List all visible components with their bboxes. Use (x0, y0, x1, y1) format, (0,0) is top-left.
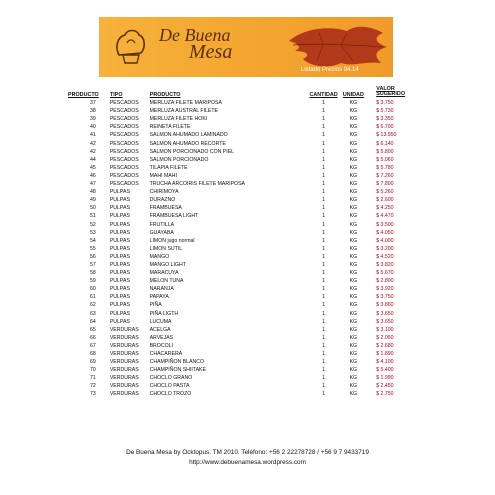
cell-num: 55 (90, 245, 96, 252)
cell-valor: $ 3.650 (376, 318, 394, 325)
cell-producto: DURAZNO (149, 197, 176, 204)
cell-valor: $ 2.450 (376, 383, 394, 390)
cell-cantidad: 1 (322, 213, 325, 220)
cell-valor: $ 5.730 (376, 108, 394, 115)
cell-valor: $ 2.750 (376, 391, 394, 398)
table-row (68, 325, 416, 333)
cell-unidad: KG (349, 245, 358, 252)
cell-unidad: KG (349, 221, 358, 228)
cell-producto: MELON TUNA (149, 278, 184, 285)
cell-tipo: PULPAS (109, 302, 130, 309)
cell-cantidad: 1 (322, 189, 325, 196)
cell-tipo: VERDURAS (109, 359, 139, 366)
cell-valor: $ 4.050 (376, 229, 394, 236)
cell-tipo: PESCADOS (109, 116, 139, 123)
table-row (68, 195, 416, 203)
cell-num: 72 (90, 383, 96, 390)
cell-cantidad: 1 (322, 270, 325, 277)
cell-valor: $ 2.680 (376, 342, 394, 349)
cell-valor: $ 5.260 (376, 189, 394, 196)
cell-num: 49 (90, 197, 96, 204)
cell-valor: $ 3.820 (376, 261, 394, 268)
cell-tipo: PULPAS (109, 197, 130, 204)
cell-cantidad: 1 (322, 310, 325, 317)
price-list-table (68, 80, 416, 397)
cell-unidad: KG (349, 124, 358, 131)
cell-cantidad: 1 (322, 294, 325, 301)
cell-producto: LIMON SUTIL (149, 245, 183, 252)
cell-cantidad: 1 (322, 132, 325, 139)
cell-num: 46 (90, 172, 96, 179)
table-row (68, 333, 416, 341)
table-row (68, 171, 416, 179)
cell-unidad: KG (349, 326, 358, 333)
cell-cantidad: 1 (322, 326, 325, 333)
cell-valor: $ 3.920 (376, 286, 394, 293)
table-row (68, 341, 416, 349)
cell-num: 59 (90, 278, 96, 285)
table-row (68, 138, 416, 146)
cell-cantidad: 1 (322, 148, 325, 155)
cell-cantidad: 1 (322, 164, 325, 171)
cell-valor: $ 3.200 (376, 245, 394, 252)
cell-num: 57 (90, 261, 96, 268)
cell-producto: MERLUZA FILETE MARIPOSA (149, 100, 222, 107)
cell-cantidad: 1 (322, 351, 325, 357)
cell-tipo: PULPAS (109, 261, 130, 268)
cell-num: 48 (90, 189, 96, 196)
cell-tipo: PESCADOS (109, 164, 139, 171)
table-row (68, 179, 416, 187)
cell-producto: SALMON PORCIONADO CON PIEL (149, 148, 235, 155)
cell-tipo: VERDURAS (109, 391, 139, 398)
cell-num: 44 (90, 156, 96, 163)
cell-valor: $ 5.060 (376, 156, 394, 163)
cell-unidad: KG (349, 189, 358, 196)
table-row (68, 292, 416, 300)
cell-valor: $ 1.890 (376, 351, 394, 357)
cell-num: 41 (90, 132, 96, 139)
table-row (68, 381, 416, 389)
table-row (68, 252, 416, 260)
cell-num: 47 (90, 181, 96, 188)
cell-num: 58 (90, 270, 96, 277)
cell-num: 45 (90, 164, 96, 171)
cell-cantidad: 1 (322, 229, 325, 236)
cell-cantidad: 1 (322, 221, 325, 228)
cell-producto: FRUTILLA (149, 221, 175, 228)
table-row (68, 244, 416, 252)
cell-producto: GUAYABA (149, 229, 174, 236)
cell-cantidad: 1 (322, 172, 325, 179)
cell-cantidad: 1 (322, 367, 325, 374)
cell-tipo: VERDURAS (109, 326, 139, 333)
cell-tipo: PULPAS (109, 270, 130, 277)
cell-unidad: KG (349, 318, 358, 325)
table-row (68, 203, 416, 211)
cell-valor: $ 5.780 (376, 164, 394, 171)
cell-tipo: PULPAS (109, 310, 130, 317)
col-header-valor-line2: SUGERIDO (376, 91, 406, 98)
cell-tipo: PULPAS (109, 318, 130, 325)
cell-unidad: KG (349, 253, 358, 260)
cell-num: 50 (90, 205, 96, 212)
table-row (68, 98, 416, 106)
cell-valor: $ 6.700 (376, 124, 394, 131)
cell-producto: ARVEJAS (149, 334, 174, 341)
cell-num: 61 (90, 294, 96, 301)
cell-producto: SALMON PORCIONADO (149, 156, 209, 163)
cell-tipo: VERDURAS (109, 383, 139, 390)
brand-logo (139, 26, 232, 62)
cell-producto: CHAMPIÑON SHIITAKE (149, 367, 206, 374)
cell-producto: SALMON AHUMADO LAMINADO (149, 132, 228, 139)
cell-num: 37 (90, 100, 96, 107)
col-header-valor-line1: VALOR (376, 85, 395, 92)
cell-producto: NARANJA (149, 286, 174, 293)
table-body (68, 98, 416, 397)
table-row (68, 130, 416, 138)
cell-num: 38 (90, 108, 96, 115)
cell-valor: $ 1.990 (376, 375, 394, 382)
cell-num: 42 (90, 148, 96, 155)
cell-tipo: PULPAS (109, 278, 130, 285)
cell-num: 62 (90, 302, 96, 309)
cell-unidad: KG (349, 156, 358, 163)
cell-tipo: PULPAS (109, 205, 130, 212)
cell-valor: $ 2.800 (376, 278, 394, 285)
cell-cantidad: 1 (322, 181, 325, 188)
cell-valor: $ 5.800 (376, 148, 394, 155)
cell-producto: ACELGA (149, 326, 171, 333)
cell-unidad: KG (349, 140, 358, 147)
list-caption: Listado Precios 04.14 (301, 67, 359, 73)
cell-cantidad: 1 (322, 100, 325, 107)
table-row (68, 114, 416, 122)
cell-num: 63 (90, 310, 96, 317)
cell-num: 67 (90, 342, 96, 349)
table-row (68, 260, 416, 268)
cell-cantidad: 1 (322, 302, 325, 309)
cell-valor: $ 3.500 (376, 221, 394, 228)
table-row (68, 187, 416, 195)
cell-valor: $ 13.950 (376, 132, 397, 139)
cell-num: 56 (90, 253, 96, 260)
table-row (68, 163, 416, 171)
cell-tipo: PESCADOS (109, 100, 139, 107)
cell-producto: BROCOLI (149, 342, 173, 349)
cell-tipo: PULPAS (109, 189, 130, 196)
table-row (68, 236, 416, 244)
cell-valor: $ 4.470 (376, 213, 394, 220)
cell-num: 70 (90, 367, 96, 374)
cell-cantidad: 1 (322, 334, 325, 341)
cell-valor: $ 3.100 (376, 326, 394, 333)
cell-cantidad: 1 (322, 245, 325, 252)
cell-valor: $ 3.650 (376, 310, 394, 317)
cell-cantidad: 1 (322, 205, 325, 212)
cell-valor: $ 3.350 (376, 116, 394, 123)
cell-producto: CHAMPIÑON BLANCO (149, 359, 205, 366)
cell-num: 65 (90, 326, 96, 333)
cell-tipo: PESCADOS (109, 108, 139, 115)
cell-num: 69 (90, 359, 96, 366)
cell-valor: $ 3.860 (376, 302, 394, 309)
cell-unidad: KG (349, 302, 358, 309)
cell-tipo: PESCADOS (109, 148, 139, 155)
cell-tipo: VERDURAS (109, 342, 139, 349)
cell-producto: FRAMBUESA LIGHT (149, 213, 199, 220)
table-row (68, 122, 416, 130)
cell-unidad: KG (349, 100, 358, 107)
brand-line2: Mesa (189, 41, 233, 63)
cell-tipo: VERDURAS (109, 375, 139, 382)
cell-num: 66 (90, 334, 96, 341)
cell-unidad: KG (349, 359, 358, 366)
cell-producto: CHOCLO TROZO (149, 391, 192, 398)
cell-unidad: KG (349, 310, 358, 317)
col-header-unidad: UNIDAD (342, 92, 364, 98)
cell-tipo: PULPAS (109, 245, 130, 252)
footer-url[interactable]: http://www.debuenamesa.wordpress.com (189, 459, 306, 466)
cell-tipo: PESCADOS (109, 172, 139, 179)
cell-num: 39 (90, 116, 96, 123)
cell-producto: PIÑA LIGTH (149, 310, 179, 317)
cell-tipo: PULPAS (109, 237, 130, 244)
cell-unidad: KG (349, 261, 358, 268)
cell-tipo: PESCADOS (109, 140, 139, 147)
cell-unidad: KG (349, 205, 358, 212)
cell-producto: MERLUZA AUSTRAL FILETE (149, 108, 218, 115)
cell-cantidad: 1 (322, 116, 325, 123)
cell-unidad: KG (349, 342, 358, 349)
brand-line1: De Buena (159, 25, 231, 45)
cell-cantidad: 1 (322, 156, 325, 163)
cell-valor: $ 4.250 (376, 205, 394, 212)
cell-cantidad: 1 (322, 140, 325, 147)
cell-tipo: PESCADOS (109, 124, 139, 131)
cell-cantidad: 1 (322, 342, 325, 349)
table-row (68, 308, 416, 316)
cell-tipo: VERDURAS (109, 351, 139, 357)
cell-unidad: KG (349, 237, 358, 244)
table-row (68, 228, 416, 236)
cell-unidad: KG (349, 164, 358, 171)
table-row (68, 389, 416, 397)
cell-valor: $ 4.520 (376, 253, 394, 260)
cell-unidad: KG (349, 172, 358, 179)
cell-cantidad: 1 (322, 108, 325, 115)
table-row (68, 155, 416, 163)
footer-contact: De Buena Mesa by Ocktopus. TM 2010. Teléfono: +56 2 22278728 / +56 9 7 9433719 (126, 449, 369, 456)
cell-producto: PAPAYA (149, 294, 169, 301)
cell-cantidad: 1 (322, 237, 325, 244)
cell-producto: MAHI MAHI (149, 172, 177, 179)
cell-unidad: KG (349, 278, 358, 285)
cell-tipo: PESCADOS (109, 132, 139, 139)
cell-num: 40 (90, 124, 96, 131)
cell-producto: TILAPIA FILETE (149, 164, 188, 171)
cell-unidad: KG (349, 108, 358, 115)
cell-valor: $ 2.050 (376, 334, 394, 341)
cell-producto: PIÑA (149, 302, 162, 309)
cell-producto: LIMON jugo normal (149, 237, 195, 244)
cell-unidad: KG (349, 334, 358, 341)
cell-valor: $ 4.000 (376, 237, 394, 244)
cell-unidad: KG (349, 270, 358, 277)
table-row (68, 268, 416, 276)
cell-valor: $ 7.260 (376, 172, 394, 179)
table-row (68, 219, 416, 227)
cell-num: 54 (90, 237, 96, 244)
cell-valor: $ 4.100 (376, 359, 394, 366)
col-header-producto-desc: PRODUCTO (149, 92, 181, 98)
cell-valor: $ 3.750 (376, 294, 394, 301)
cell-tipo: PULPAS (109, 253, 130, 260)
cell-producto: MANGO LIGHT (149, 261, 186, 268)
cell-unidad: KG (349, 197, 358, 204)
cell-valor: $ 3.750 (376, 100, 394, 107)
cell-cantidad: 1 (322, 391, 325, 398)
cell-tipo: VERDURAS (109, 367, 139, 374)
cell-tipo: PULPAS (109, 221, 130, 228)
table-row (68, 365, 416, 373)
cell-unidad: KG (349, 132, 358, 139)
cell-producto: TRUCHA ARCOIRIS FILETE MARIPOSA (149, 181, 245, 188)
cell-producto: LUCUMA (149, 318, 172, 325)
cell-cantidad: 1 (322, 375, 325, 382)
cell-unidad: KG (349, 351, 358, 357)
table-row (68, 349, 416, 357)
cell-tipo: PULPAS (109, 229, 130, 236)
cell-producto: CHOCLO GRANO (149, 375, 193, 382)
autumn-leaf-icon (283, 23, 393, 71)
cell-unidad: KG (349, 148, 358, 155)
cell-tipo: PESCADOS (109, 156, 139, 163)
cell-cantidad: 1 (322, 124, 325, 131)
cell-valor: $ 5.400 (376, 367, 394, 374)
cell-cantidad: 1 (322, 286, 325, 293)
cell-num: 64 (90, 318, 96, 325)
cell-unidad: KG (349, 367, 358, 374)
cell-valor: $ 6.140 (376, 140, 394, 147)
cell-cantidad: 1 (322, 278, 325, 285)
cell-unidad: KG (349, 116, 358, 123)
cell-producto: SALMON AHUMADO RECORTE (149, 140, 226, 147)
cell-num: 60 (90, 286, 96, 293)
cell-valor: $ 2.600 (376, 197, 394, 204)
col-header-producto: PRODUCTO (68, 92, 99, 98)
cell-tipo: VERDURAS (109, 334, 139, 341)
table-header (68, 80, 416, 98)
cell-num: 68 (90, 351, 96, 357)
table-row (68, 106, 416, 114)
cell-num: 51 (90, 213, 96, 220)
cell-unidad: KG (349, 229, 358, 236)
cell-unidad: KG (349, 213, 358, 220)
table-row (68, 284, 416, 292)
cell-cantidad: 1 (322, 197, 325, 204)
cell-tipo: PULPAS (109, 294, 130, 301)
cell-num: 73 (90, 391, 96, 398)
cell-unidad: KG (349, 294, 358, 301)
cell-cantidad: 1 (322, 261, 325, 268)
col-header-tipo: TIPO (110, 92, 123, 98)
cell-valor: $ 7.800 (376, 181, 394, 188)
cell-unidad: KG (349, 181, 358, 188)
cell-unidad: KG (349, 375, 358, 382)
cell-unidad: KG (349, 391, 358, 398)
cell-cantidad: 1 (322, 318, 325, 325)
cell-tipo: PESCADOS (109, 181, 139, 188)
cell-producto: REINETA FILETE (149, 124, 191, 131)
cell-producto: CHACARERA (149, 351, 183, 357)
header-banner (99, 17, 393, 77)
cell-num: 42 (90, 140, 96, 147)
cell-tipo: PULPAS (109, 213, 130, 220)
cell-valor: $ 5.670 (376, 270, 394, 277)
table-row (68, 357, 416, 365)
col-header-cantidad: CANTIDAD (309, 92, 338, 98)
cell-num: 52 (90, 221, 96, 228)
cell-producto: MERLUZA FILETE HOKI (149, 116, 208, 123)
cell-cantidad: 1 (322, 383, 325, 390)
cell-tipo: PULPAS (109, 286, 130, 293)
cell-producto: CHIRIMOYA (149, 189, 179, 196)
col-header-valor (368, 87, 416, 98)
cell-cantidad: 1 (322, 253, 325, 260)
cell-num: 53 (90, 229, 96, 236)
cell-producto: MARACUYA (149, 270, 179, 277)
cell-num: 71 (90, 375, 96, 382)
table-row (68, 300, 416, 308)
cell-producto: FRAMBUESA (149, 205, 182, 212)
cell-producto: CHOCLO PASTA (149, 383, 190, 390)
table-row (68, 276, 416, 284)
table-row (68, 373, 416, 381)
table-row (68, 317, 416, 325)
cell-unidad: KG (349, 286, 358, 293)
cell-producto: MANGO (149, 253, 170, 260)
table-row (68, 147, 416, 155)
table-row (68, 211, 416, 219)
cell-cantidad: 1 (322, 359, 325, 366)
cell-unidad: KG (349, 383, 358, 390)
